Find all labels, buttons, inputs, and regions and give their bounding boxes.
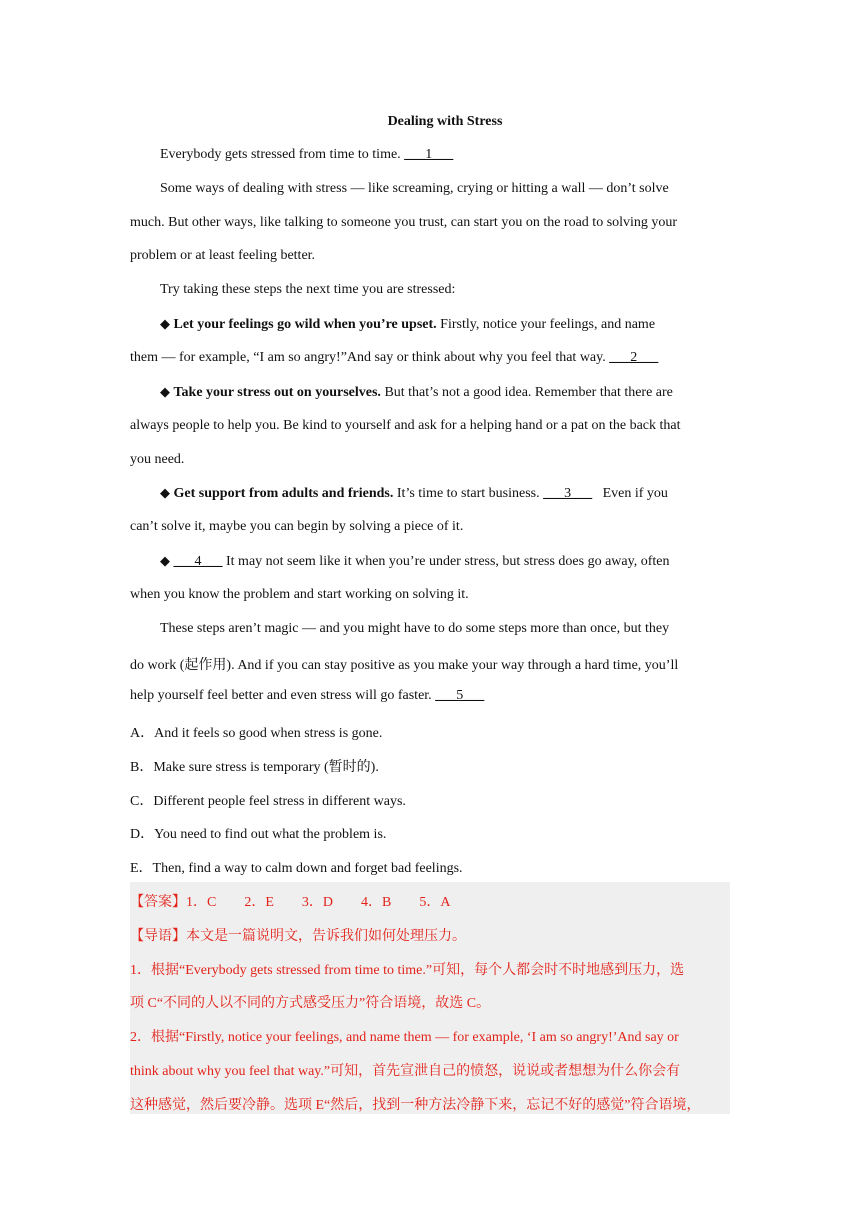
paragraph-2-line-2: much. But other ways, like talking to someone you trust, can start you on the road to solving your: [130, 215, 678, 230]
bullet-2-heading: Take your stress out on yourselves.: [173, 385, 381, 400]
bullet-3-line-1: [160, 485, 668, 502]
explanation-2-line-2: think about why you feel that way.”可知，首先宣泄自己的愤怒，说说或者想想为什么你会有: [130, 1064, 681, 1079]
diamond-bullet-icon: ◆: [160, 384, 170, 399]
bullet-1-line-1: [160, 316, 655, 333]
bullet-3-text-2: Even if you: [592, 486, 668, 501]
diamond-bullet-icon: ◆: [160, 316, 170, 331]
blank-1: ___1___: [404, 147, 454, 162]
bullet-1-heading: Let your feelings go wild when you’re upset.: [173, 317, 437, 332]
bullet-3-heading: Get support from adults and friends.: [173, 486, 394, 501]
document-title: Dealing with Stress: [387, 114, 503, 129]
blank-5: ___5___: [435, 688, 485, 703]
closing-line-1: These steps aren’t magic — and you might have to do some steps more than once, but they: [160, 621, 670, 636]
explanation-1-line-1: 1．根据“Everybody gets stressed from time to time.”可知，每个人都会时不时地感到压力，选: [130, 963, 685, 978]
bullet-1-line-2: [130, 350, 658, 366]
bullet-2-text: But that’s not a good idea. Remember that there are: [380, 385, 673, 400]
blank-3: ___3___: [543, 486, 593, 501]
answer-key: 【答案】1．C 2．E 3．D 4．B 5．A: [130, 895, 451, 910]
bullet-3-line-2: can’t solve it, maybe you can begin by solving a piece of it.: [130, 519, 464, 534]
bullet-4-text: It may not seem like it when you’re under stress, but stress does go away, often: [222, 554, 670, 569]
explanation-2-line-3: 这种感觉，然后要冷静。选项 E“然后，找到一种方法冷静下来，忘记不好的感觉”符合语境，: [130, 1098, 701, 1113]
bullet-2-line-1: [160, 384, 673, 401]
closing-line-3: [130, 688, 484, 704]
bullet-4-line-2: when you know the problem and start working on solving it.: [130, 587, 469, 602]
option-e: E．Then, find a way to calm down and forget bad feelings.: [130, 861, 463, 876]
option-c: C．Different people feel stress in different ways.: [130, 794, 406, 809]
option-d: D．You need to find out what the problem is.: [130, 827, 387, 842]
paragraph-2-line-1: Some ways of dealing with stress — like screaming, crying or hitting a wall — don’t solve: [160, 181, 669, 196]
bullet-3-text: It’s time to start business.: [393, 486, 544, 501]
bullet-1-text: Firstly, notice your feelings, and name: [436, 317, 656, 332]
paragraph-2-line-3: problem or at least feeling better.: [130, 248, 316, 263]
bullet-4-line-1: [160, 553, 670, 570]
diamond-bullet-icon: ◆: [160, 553, 170, 568]
guide-text: 【导语】本文是一篇说明文，告诉我们如何处理压力。: [130, 929, 466, 944]
blank-2: ___2___: [609, 350, 659, 365]
closing-text-3: help yourself feel better and even stress will go faster.: [130, 688, 436, 703]
closing-line-2: do work (起作用). And if you can stay positive as you make your way through a hard time, you’ll: [130, 658, 679, 673]
explanation-1-line-2: 项 C“不同的人以不同的方式感受压力”符合语境，故选 C。: [130, 996, 491, 1011]
paragraph-1-text: Everybody gets stressed from time to time.: [160, 147, 405, 162]
paragraph-3: Try taking these steps the next time you are stressed:: [160, 282, 456, 297]
paragraph-1: [160, 147, 453, 163]
blank-4: ___4___: [173, 554, 223, 569]
option-b: B．Make sure stress is temporary (暂时的).: [130, 760, 379, 775]
bullet-2-line-3: you need.: [130, 452, 185, 467]
option-a: A．And it feels so good when stress is gone.: [130, 726, 383, 741]
diamond-bullet-icon: ◆: [160, 485, 170, 500]
bullet-2-line-2: always people to help you. Be kind to yourself and ask for a helping hand or a pat on the back that: [130, 418, 681, 433]
bullet-1-text-2: them — for example, “I am so angry!”And say or think about why you feel that way.: [130, 350, 610, 365]
explanation-2-line-1: 2．根据“Firstly, notice your feelings, and name them — for example, ‘I am so angry!’And say or: [130, 1030, 679, 1045]
